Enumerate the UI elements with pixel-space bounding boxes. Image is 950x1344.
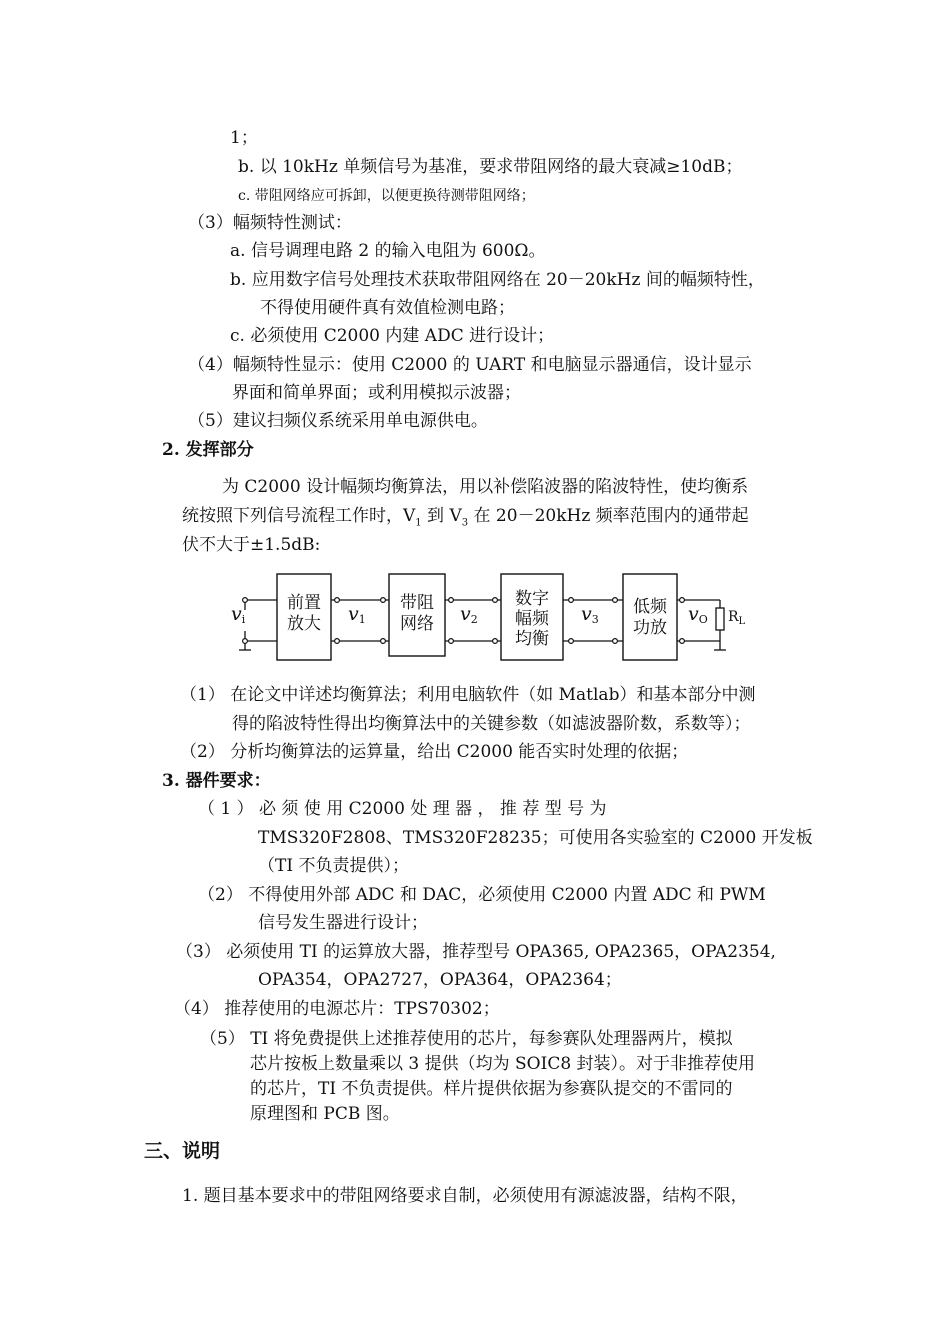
load-label: $R_L$ <box>728 609 746 627</box>
text-line: （1） 在论文中详述均衡算法；利用电脑软件（如 Matlab）和基本部分中测 <box>180 685 756 705</box>
signal-label: v2 <box>460 603 478 626</box>
terminal <box>381 598 386 603</box>
terminal <box>493 598 498 603</box>
text-line: TMS320F2808、TMS320F28235；可使用各实验室的 C2000 开发板 <box>258 828 813 848</box>
terminal <box>449 639 454 644</box>
section-heading: 2. 发挥部分 <box>162 440 254 460</box>
text-line: c. 必须使用 C2000 内建 ADC 进行设计； <box>230 326 555 346</box>
signal-label: vO <box>688 603 708 626</box>
block-label: 网络 <box>400 614 434 634</box>
load-resistor <box>716 608 724 630</box>
text-line: （ 1 ） 必 须 使 用 C2000 处 理 器 ， 推 荐 型 号 为 <box>198 799 607 819</box>
text-line: 伏不大于±1.5dB: <box>182 535 321 555</box>
terminal <box>613 598 618 603</box>
signal-flow-diagram <box>225 565 765 670</box>
text-line: 的芯片，TI 不负责提供。样片提供依据为参赛队提交的不雷同的 <box>250 1079 733 1099</box>
text-line: 信号发生器进行设计； <box>258 913 428 933</box>
text-line: 界面和简单界面；或利用模拟示波器； <box>232 383 521 403</box>
text-line: 为 C2000 设计幅频均衡算法，用以补偿陷波器的陷波特性，使均衡系 <box>222 477 749 497</box>
section-heading: 3. 器件要求： <box>162 771 271 791</box>
text-line: （2） 分析均衡算法的运算量，给出 C2000 能否实时处理的依据； <box>180 742 689 762</box>
terminal <box>569 598 574 603</box>
text-line: c. 带阻网络应可拆卸，以便更换待测带阻网络； <box>238 188 535 204</box>
terminal <box>335 598 340 603</box>
terminal <box>449 598 454 603</box>
terminal <box>243 598 248 603</box>
text-line: 1； <box>230 128 258 148</box>
section-heading: 三、说明 <box>144 1140 221 1162</box>
block-label: 带阻 <box>400 593 434 613</box>
block-label: 前置 <box>287 593 321 613</box>
text-line: （TI 不负责提供）； <box>258 856 409 876</box>
text-line: （3） 必须使用 TI 的运算放大器，推荐型号 OPA365, OPA2365，OPA2354, <box>176 942 776 962</box>
terminal <box>569 639 574 644</box>
text-line: 统按照下列信号流程工作时，$V_1$ 到 $V_3$ 在 20－20kHz 频率范围内的通带起 <box>182 506 749 529</box>
signal-label: v1 <box>348 603 366 626</box>
text-line: b. 应用数字信号处理技术获取带阻网络在 20－20kHz 间的幅频特性， <box>230 270 765 290</box>
signal-label: v3 <box>581 603 599 626</box>
text-line: 1. 题目基本要求中的带阻网络要求自制，必须使用有源滤波器，结构不限， <box>182 1186 748 1206</box>
text-line: （4） 推荐使用的电源芯片：TPS70302； <box>174 999 500 1019</box>
terminal <box>335 639 340 644</box>
text-line: b. 以 10kHz 单频信号为基准，要求带阻网络的最大衰减≥10dB； <box>238 157 743 177</box>
block-label: 幅频 <box>515 609 549 629</box>
terminal <box>243 639 248 644</box>
text-line: （3）幅频特性测试： <box>188 213 352 233</box>
terminal <box>493 639 498 644</box>
terminal <box>613 639 618 644</box>
signal-label: vi <box>231 603 246 626</box>
text-line: （4）幅频特性显示：使用 C2000 的 UART 和电脑显示器通信，设计显示 <box>188 355 752 375</box>
terminal <box>680 598 685 603</box>
terminal <box>680 639 685 644</box>
text-line: （5）建议扫频仪系统采用单电源供电。 <box>188 411 488 431</box>
text-line: a. 信号调理电路 2 的输入电阻为 600Ω。 <box>230 241 546 261</box>
block-amplifier <box>623 574 677 660</box>
text-line: 芯片按板上数量乘以 3 提供（均为 SOIC8 封装）。对于非推荐使用 <box>250 1054 756 1074</box>
terminal <box>381 639 386 644</box>
text-line: 不得使用硬件真有效值检测电路； <box>260 298 515 318</box>
text-line: （5） TI 将免费提供上述推荐使用的芯片，每参赛队处理器两片，模拟 <box>200 1029 733 1049</box>
block-label: 均衡 <box>515 629 549 649</box>
block-label: 低频 <box>633 597 667 617</box>
text-line: 原理图和 PCB 图。 <box>250 1104 400 1124</box>
text-line: OPA354，OPA2727，OPA364，OPA2364； <box>258 970 622 990</box>
text-line: （2） 不得使用外部 ADC 和 DAC，必须使用 C2000 内置 ADC 和 PWM <box>198 885 766 905</box>
block-label: 功放 <box>633 618 667 638</box>
block-label: 放大 <box>287 614 321 634</box>
text-line: 得的陷波特性得出均衡算法中的关键参数（如滤波器阶数，系数等）； <box>232 714 751 734</box>
block-label: 数字 <box>515 589 549 609</box>
